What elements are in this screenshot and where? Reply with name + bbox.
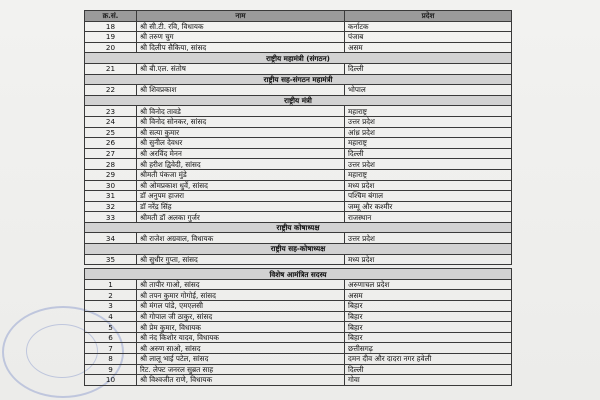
name-cell: श्री विनोद सोनकर, सांसद: [137, 116, 345, 127]
table-row: [85, 127, 512, 138]
serial-cell: 2: [85, 290, 137, 301]
table-row: [85, 233, 512, 244]
serial-cell: 32: [85, 201, 137, 212]
state-cell: दमन दीव और दादरा नगर हवेली: [345, 354, 512, 365]
serial-cell: 8: [85, 354, 137, 365]
serial-cell: 19: [85, 32, 137, 43]
table-row: [85, 42, 512, 53]
name-cell: श्री अरुण साओ, सांसद: [137, 343, 345, 354]
name-cell: डॉ नरेंद्र सिंह: [137, 201, 345, 212]
section-title: राष्ट्रीय महामंत्री (संगठन): [85, 53, 512, 64]
table-row: [85, 354, 512, 365]
header-state: प्रदेश: [345, 11, 512, 22]
table-row: [85, 343, 512, 354]
serial-cell: 24: [85, 116, 137, 127]
block-organisation-gs: [85, 63, 512, 74]
name-cell: श्रीमती डॉ अलका गुर्जर: [137, 212, 345, 223]
serial-cell: 21: [85, 63, 137, 74]
state-cell: गोवा: [345, 375, 512, 386]
state-cell: असम: [345, 42, 512, 53]
state-cell: पंजाब: [345, 32, 512, 43]
serial-cell: 25: [85, 127, 137, 138]
state-cell: बिहार: [345, 332, 512, 343]
serial-cell: 4: [85, 311, 137, 322]
table-row: [85, 301, 512, 312]
table-row: [85, 159, 512, 170]
section-title: राष्ट्रीय मंत्री: [85, 95, 512, 106]
state-cell: भोपाल: [345, 85, 512, 96]
name-cell: श्री लालू भाई पटेल, सांसद: [137, 354, 345, 365]
serial-cell: 30: [85, 180, 137, 191]
table-row: [85, 169, 512, 180]
state-cell: राजस्थान: [345, 212, 512, 223]
name-cell: डॉ अनुपम हाजरा: [137, 191, 345, 202]
section-title: विशेष आमंत्रित सदस्य: [85, 269, 512, 280]
table-row: [85, 191, 512, 202]
name-cell: श्री तापीर गाओ, सांसद: [137, 279, 345, 290]
state-cell: बिहार: [345, 301, 512, 312]
name-cell: श्री तपन कुमार गोगोई, सांसद: [137, 290, 345, 301]
table-row: [85, 375, 512, 386]
name-cell: श्री सी.टी. रवि, विधायक: [137, 21, 345, 32]
section-row: [85, 95, 512, 106]
name-cell: श्री नंद किशोर यादव, विधायक: [137, 332, 345, 343]
table-row: [85, 148, 512, 159]
block-joint-treasurer: [85, 254, 512, 265]
name-cell: श्री शिवप्रकाश: [137, 85, 345, 96]
state-cell: आंध्र प्रदेश: [345, 127, 512, 138]
serial-cell: 35: [85, 254, 137, 265]
table-row: [85, 21, 512, 32]
serial-cell: 28: [85, 159, 137, 170]
name-cell: श्री विनोद तावडे: [137, 106, 345, 117]
serial-cell: 29: [85, 169, 137, 180]
serial-cell: 31: [85, 191, 137, 202]
serial-cell: 27: [85, 148, 137, 159]
table-row: [85, 138, 512, 149]
header-serial: क्र.सं.: [85, 11, 137, 22]
serial-cell: 1: [85, 279, 137, 290]
header-name: नाम: [137, 11, 345, 22]
block-general-secretaries: [85, 21, 512, 53]
table-row: [85, 311, 512, 322]
name-cell: श्री दिलीप सैकिया, सांसद: [137, 42, 345, 53]
name-cell: श्री गोपाल जी ठाकुर, सांसद: [137, 311, 345, 322]
block-special-invitees: [85, 279, 512, 385]
state-cell: उत्तर प्रदेश: [345, 159, 512, 170]
state-cell: महाराष्ट्र: [345, 138, 512, 149]
name-cell: श्रीमती पंकजा मुंडे: [137, 169, 345, 180]
block-joint-organisation-gs: [85, 85, 512, 96]
name-cell: श्री मंगल पांडे, एमएलसी: [137, 301, 345, 312]
section-row: [85, 269, 512, 280]
table-row: [85, 85, 512, 96]
serial-cell: 22: [85, 85, 137, 96]
name-cell: श्री तरुण चुग: [137, 32, 345, 43]
serial-cell: 26: [85, 138, 137, 149]
name-cell: श्री विश्वजीत राणे, विधायक: [137, 375, 345, 386]
serial-cell: 20: [85, 42, 137, 53]
table-row: [85, 32, 512, 43]
table-row: [85, 322, 512, 333]
table-row: [85, 116, 512, 127]
state-cell: मध्य प्रदेश: [345, 180, 512, 191]
state-cell: असम: [345, 290, 512, 301]
name-cell: श्री ओमप्रकाश धुर्वे, सांसद: [137, 180, 345, 191]
name-cell: श्री सुनील देवधर: [137, 138, 345, 149]
table-row: [85, 180, 512, 191]
table-row: [85, 201, 512, 212]
serial-cell: 23: [85, 106, 137, 117]
section-row: [85, 53, 512, 64]
serial-cell: 3: [85, 301, 137, 312]
name-cell: श्री सत्या कुमार: [137, 127, 345, 138]
state-cell: उत्तर प्रदेश: [345, 116, 512, 127]
state-cell: उत्तर प्रदेश: [345, 233, 512, 244]
section-title: राष्ट्रीय कोषाध्यक्ष: [85, 222, 512, 233]
state-cell: बिहार: [345, 311, 512, 322]
table-row: [85, 106, 512, 117]
section-title: राष्ट्रीय सह-संगठन महामंत्री: [85, 74, 512, 85]
name-cell: श्री अरविंद मेनन: [137, 148, 345, 159]
name-cell: रिट. लेफ्ट जनरल सुब्रत साह: [137, 364, 345, 375]
state-cell: अरुणाचल प्रदेश: [345, 279, 512, 290]
table-row: [85, 279, 512, 290]
state-cell: कर्नाटक: [345, 21, 512, 32]
section-title: राष्ट्रीय सह-कोषाध्यक्ष: [85, 244, 512, 255]
table-row: [85, 212, 512, 223]
serial-cell: 34: [85, 233, 137, 244]
block-treasurer: [85, 233, 512, 244]
table-row: [85, 63, 512, 74]
serial-cell: 9: [85, 364, 137, 375]
name-cell: श्री बी.एल. संतोष: [137, 63, 345, 74]
name-cell: श्री राजेश अग्रवाल, विधायक: [137, 233, 345, 244]
block-national-secretaries: [85, 106, 512, 223]
section-row: [85, 244, 512, 255]
state-cell: पश्चिम बंगाल: [345, 191, 512, 202]
state-cell: महाराष्ट्र: [345, 106, 512, 117]
name-cell: श्री सुधीर गुप्ता, सांसद: [137, 254, 345, 265]
section-row: [85, 222, 512, 233]
state-cell: दिल्ली: [345, 364, 512, 375]
state-cell: दिल्ली: [345, 63, 512, 74]
state-cell: दिल्ली: [345, 148, 512, 159]
table-row: [85, 254, 512, 265]
table-header-row: [85, 11, 512, 22]
name-cell: श्री हरीश द्विवेदी, सांसद: [137, 159, 345, 170]
table-row: [85, 332, 512, 343]
section-row: [85, 74, 512, 85]
state-cell: मध्य प्रदेश: [345, 254, 512, 265]
state-cell: बिहार: [345, 322, 512, 333]
state-cell: छत्तीसगढ़: [345, 343, 512, 354]
serial-cell: 10: [85, 375, 137, 386]
office-bearers-table: [84, 10, 512, 386]
serial-cell: 18: [85, 21, 137, 32]
serial-cell: 6: [85, 332, 137, 343]
table-row: [85, 290, 512, 301]
state-cell: जम्मू और कश्मीर: [345, 201, 512, 212]
name-cell: श्री प्रेम कुमार, विधायक: [137, 322, 345, 333]
table-row: [85, 364, 512, 375]
serial-cell: 33: [85, 212, 137, 223]
serial-cell: 7: [85, 343, 137, 354]
serial-cell: 5: [85, 322, 137, 333]
state-cell: महाराष्ट्र: [345, 169, 512, 180]
